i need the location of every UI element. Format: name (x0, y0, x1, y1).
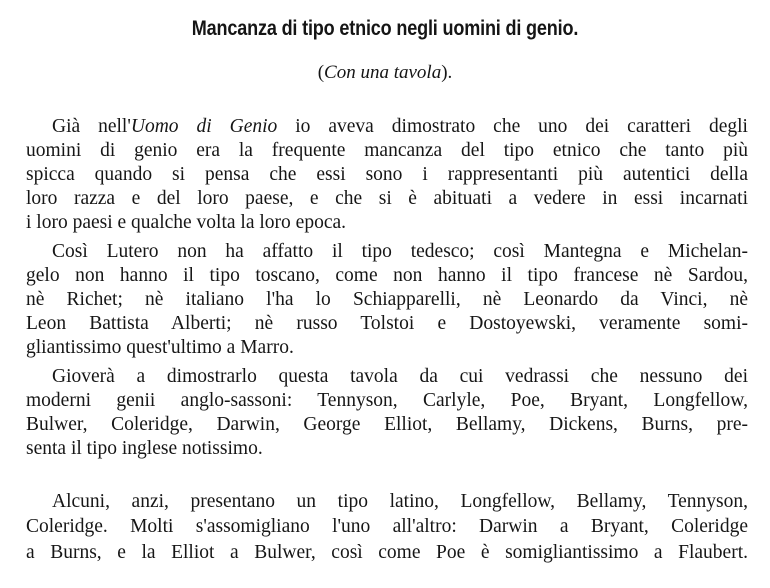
paragraph-4-line-2: Coleridge. Molti s'assomigliano l'uno all'altro: Darwin a Bryant, Coleridge (26, 516, 748, 537)
page-title: Mancanza di tipo etnico negli uomini di genio. (191, 17, 579, 40)
subtitle (0, 62, 770, 84)
subtitle-open-paren: ( (317, 62, 325, 83)
paragraph-1-line-2: uomini di genio era la frequente mancanza del tipo etnico che tanto più (26, 140, 748, 161)
paragraph-2-line-1: Così Lutero non ha affatto il tipo tedesco; così Mantegna e Michelan- (52, 241, 748, 262)
subtitle-italic-text: Con una tavola (324, 62, 442, 83)
subtitle-close-paren: ). (441, 62, 453, 83)
text-segment: io aveva dimostrato che uno dei caratteri degli (277, 116, 748, 137)
text-segment: Già nell' (52, 116, 131, 137)
paragraph-3-line-1: Gioverà a dimostrarlo questa tavola da cui vedrassi che nessuno dei (52, 366, 748, 387)
italic-book-title: Uomo di Genio (130, 116, 278, 137)
paragraph-4-line-3: a Burns, e la Elliot a Bulwer, così come Poe è somigliantissimo a Flaubert. (26, 542, 748, 563)
paragraph-2-line-3: nè Richet; nè italiano l'ha lo Schiapparelli, nè Leonardo da Vinci, nè (26, 289, 748, 310)
paragraph-3-line-3: Bulwer, Coleridge, Darwin, George Elliot, Bellamy, Dickens, Burns, pre- (26, 414, 748, 435)
paragraph-2-line-4: Leon Battista Alberti; nè russo Tolstoi e Dostoyewski, veramente somi- (26, 313, 748, 334)
paragraph-1-line-5: i loro paesi e qualche volta la loro epoca. (26, 212, 346, 233)
paragraph-4-line-1: Alcuni, anzi, presentano un tipo latino, Longfellow, Bellamy, Tennyson, (52, 491, 748, 512)
paragraph-2-line-2: gelo non hanno il tipo toscano, come non hanno il tipo francese nè Sardou, (26, 265, 748, 286)
paragraph-3-line-2: moderni genii anglo-sassoni: Tennyson, Carlyle, Poe, Bryant, Longfellow, (26, 390, 748, 411)
paragraph-1-line-1 (52, 115, 748, 139)
paragraph-2-line-5: gliantissimo quest'ultimo a Marro. (26, 337, 294, 358)
paragraph-1-line-3: spicca quando si pensa che essi sono i rappresentanti più autentici della (26, 164, 748, 185)
paragraph-1-line-4: loro razza e del loro paese, e che si è abituati a vedere in essi incarnati (26, 188, 748, 209)
paragraph-3-line-4: senta il tipo inglese notissimo. (26, 438, 263, 459)
